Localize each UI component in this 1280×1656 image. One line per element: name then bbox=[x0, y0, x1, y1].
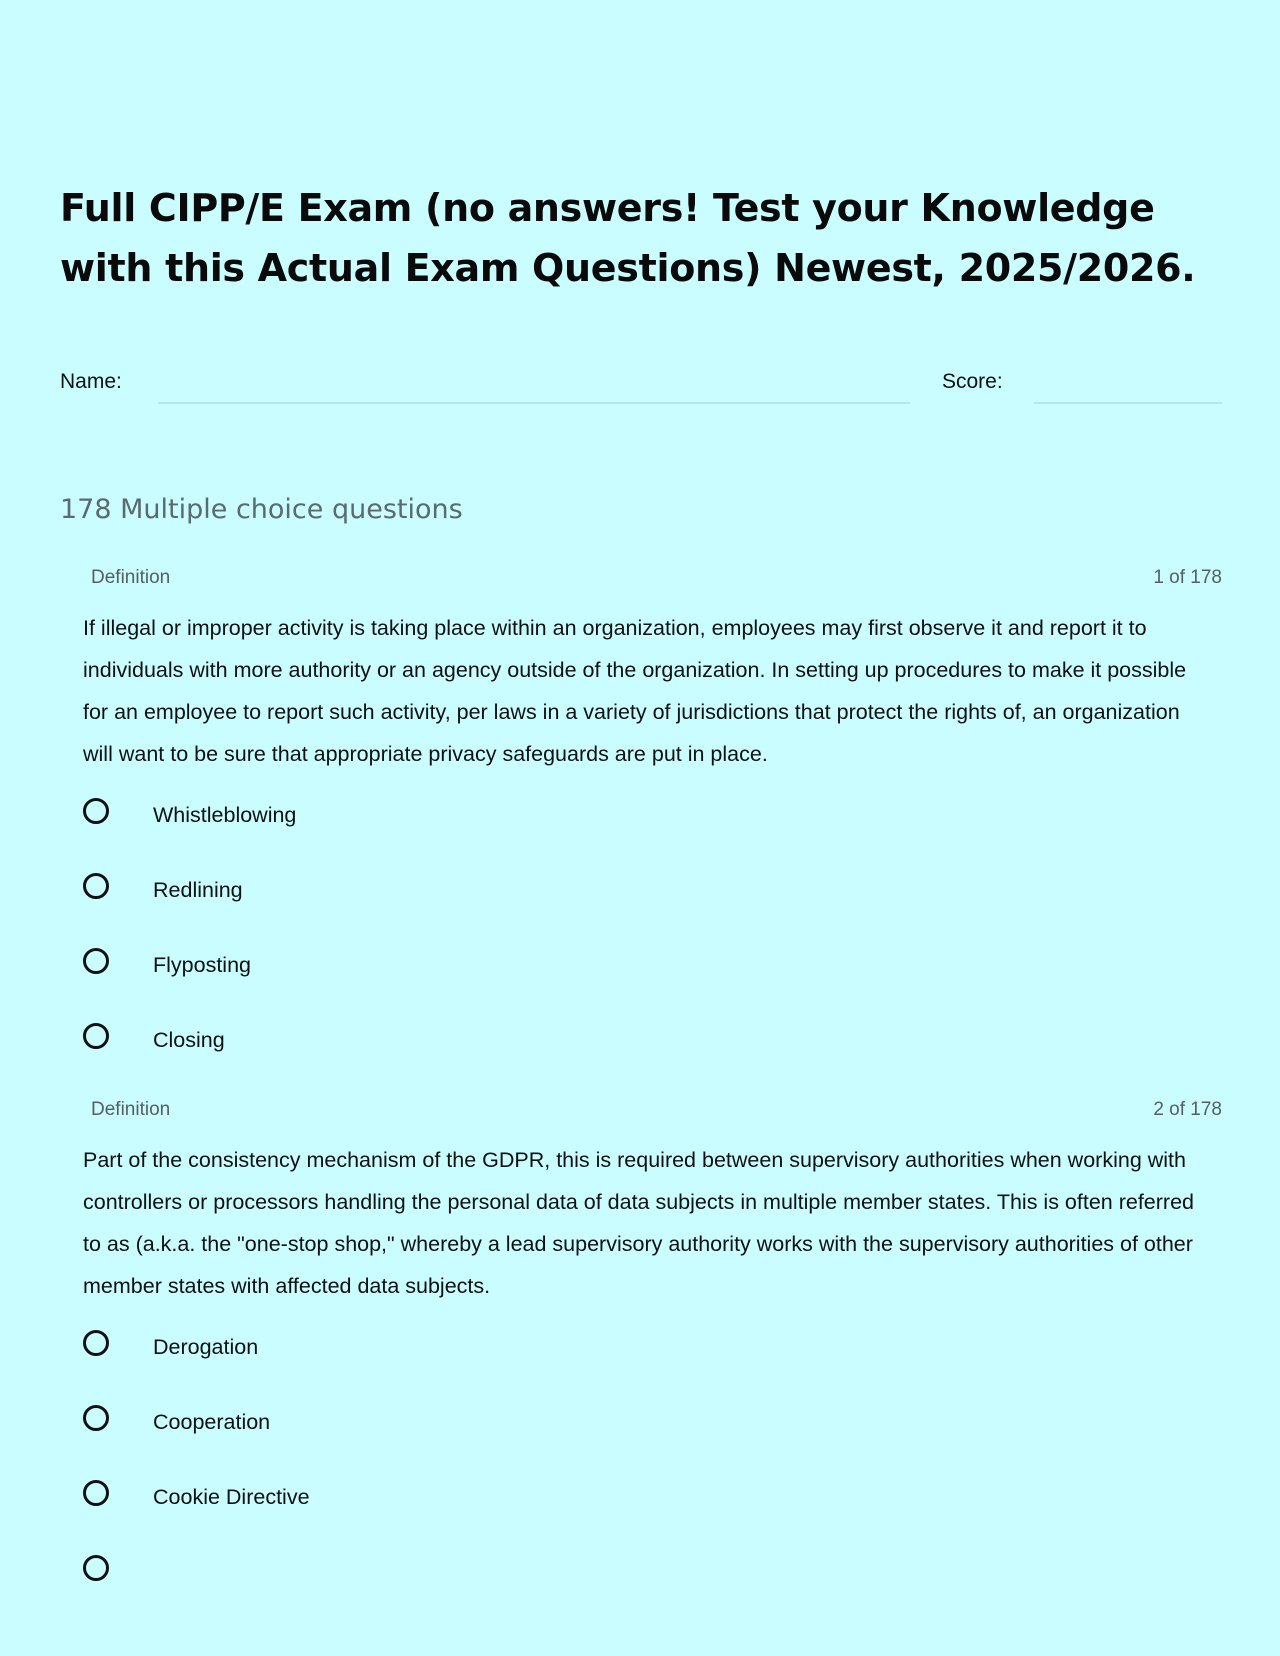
question-counter: 2 of 178 bbox=[1153, 1099, 1222, 1120]
name-label: Name: bbox=[60, 370, 122, 393]
option-label: Redlining bbox=[153, 878, 243, 902]
question-card bbox=[60, 1099, 1222, 1509]
answer-option[interactable] bbox=[83, 1329, 683, 1369]
option-label: Cookie Directive bbox=[153, 1485, 310, 1509]
page-title: Full CIPP/E Exam (no answers! Test your Knowledge with this Actual Exam Questions) Newest, 2025/2026. bbox=[60, 186, 1196, 290]
option-label: Whistleblowing bbox=[153, 803, 297, 827]
answer-option[interactable] bbox=[83, 1404, 683, 1444]
question-counter: 1 of 178 bbox=[1153, 567, 1222, 588]
answer-option[interactable] bbox=[83, 1479, 683, 1519]
score-input-line[interactable] bbox=[1034, 402, 1222, 404]
radio-circle-icon[interactable] bbox=[83, 873, 109, 899]
score-label: Score: bbox=[942, 370, 1003, 393]
answer-option[interactable] bbox=[83, 1554, 683, 1594]
option-label: Closing bbox=[153, 1028, 225, 1052]
answer-option[interactable] bbox=[83, 872, 683, 912]
option-label: Flyposting bbox=[153, 953, 251, 977]
radio-circle-icon[interactable] bbox=[83, 1480, 109, 1506]
option-label: Cooperation bbox=[153, 1410, 271, 1434]
answer-option[interactable] bbox=[83, 947, 683, 987]
question-card bbox=[60, 567, 1222, 1052]
name-score-row bbox=[60, 370, 1222, 406]
question-header bbox=[60, 1099, 1222, 1129]
question-type: Definition bbox=[91, 567, 171, 588]
name-input-line[interactable] bbox=[158, 402, 910, 404]
radio-circle-icon[interactable] bbox=[83, 948, 109, 974]
radio-circle-icon[interactable] bbox=[83, 798, 109, 824]
answer-option[interactable] bbox=[83, 797, 683, 837]
radio-circle-icon[interactable] bbox=[83, 1330, 109, 1356]
radio-circle-icon[interactable] bbox=[83, 1023, 109, 1049]
radio-circle-icon[interactable] bbox=[83, 1405, 109, 1431]
question-summary: 178 Multiple choice questions bbox=[60, 494, 463, 525]
question-header bbox=[60, 567, 1222, 597]
question-type: Definition bbox=[91, 1099, 171, 1120]
answer-option[interactable] bbox=[83, 1022, 683, 1062]
question-text: Part of the consistency mechanism of the GDPR, this is required between supervisory authorities when working with controllers or processors handling the personal data of data subjects in multiple member states. This is often referred to as (a.k.a. the "one-stop shop," whereby a lead supervisory authority works with the supervisory authorities of other member states with affected data subjects. bbox=[83, 1148, 1194, 1298]
question-text: If illegal or improper activity is taking place within an organization, employees may first observe it and report it to individuals with more authority or an agency outside of the organization. In setting up procedures to make it possible for an employee to report such activity, per laws in a variety of jurisdictions that protect the rights of, an organization will want to be sure that appropriate privacy safeguards are put in place. bbox=[83, 616, 1187, 766]
radio-circle-icon[interactable] bbox=[83, 1555, 109, 1581]
option-label: Derogation bbox=[153, 1335, 259, 1359]
